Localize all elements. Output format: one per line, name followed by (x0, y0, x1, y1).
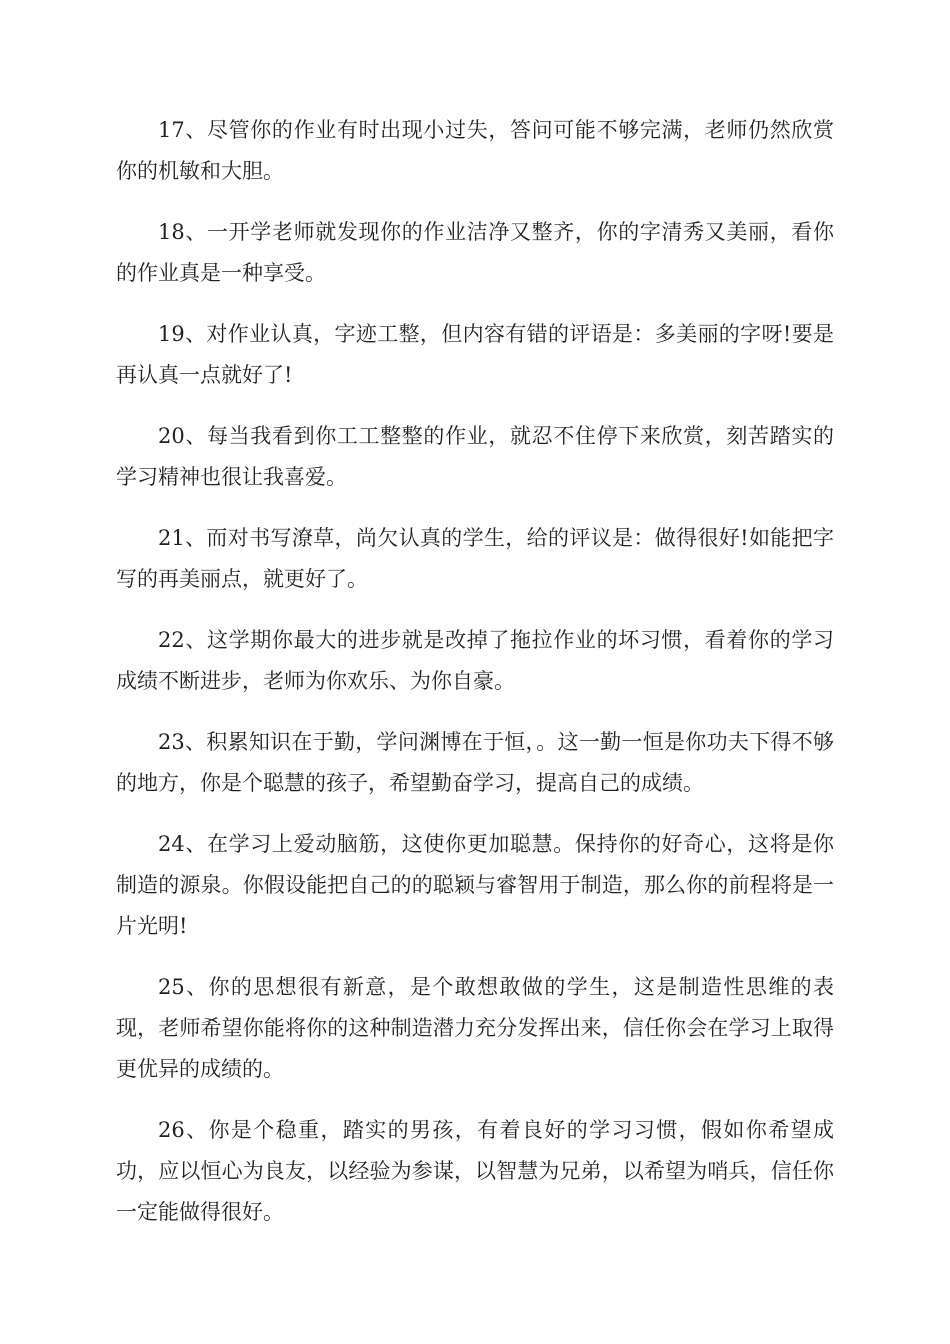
paragraph-23: 23、积累知识在于勤，学问渊博在于恒，。这一勤一恒是你功夫下得不够的地方，你是个聪慧的孩子，希望勤奋学习，提高自己的成绩。 (116, 730, 834, 795)
paragraph-26: 26、你是个稳重，踏实的男孩，有着良好的学习习惯，假如你希望成功，应以恒心为良友，以经验为参谋，以智慧为兄弟，以希望为哨兵，信任你一定能做得很好。 (116, 1118, 834, 1224)
paragraph-21: 21、而对书写潦草，尚欠认真的学生，给的评议是：做得很好!如能把字写的再美丽点，就更好了。 (116, 526, 834, 591)
paragraph-20: 20、每当我看到你工工整整的作业，就忍不住停下来欣赏，刻苦踏实的学习精神也很让我喜爱。 (116, 424, 834, 489)
document-body (116, 110, 834, 1253)
paragraph-19: 19、对作业认真，字迹工整，但内容有错的评语是：多美丽的字呀!要是再认真一点就好了! (116, 322, 834, 387)
paragraph-24: 24、在学习上爱动脑筋，这使你更加聪慧。保持你的好奇心，这将是你制造的源泉。你假设能把自己的的聪颖与睿智用于制造，那么你的前程将是一片光明! (116, 832, 834, 938)
paragraph-18: 18、一开学老师就发现你的作业洁净又整齐，你的字清秀又美丽，看你的作业真是一种享受。 (116, 220, 834, 285)
paragraph-25: 25、你的思想很有新意，是个敢想敢做的学生，这是制造性思维的表现，老师希望你能将你的这种制造潜力充分发挥出来，信任你会在学习上取得更优异的成绩的。 (116, 975, 834, 1081)
paragraph-17: 17、尽管你的作业有时出现小过失，答问可能不够完满，老师仍然欣赏你的机敏和大胆。 (116, 118, 834, 183)
paragraph-22: 22、这学期你最大的进步就是改掉了拖拉作业的坏习惯，看着你的学习成绩不断进步，老师为你欢乐、为你自豪。 (116, 628, 834, 693)
